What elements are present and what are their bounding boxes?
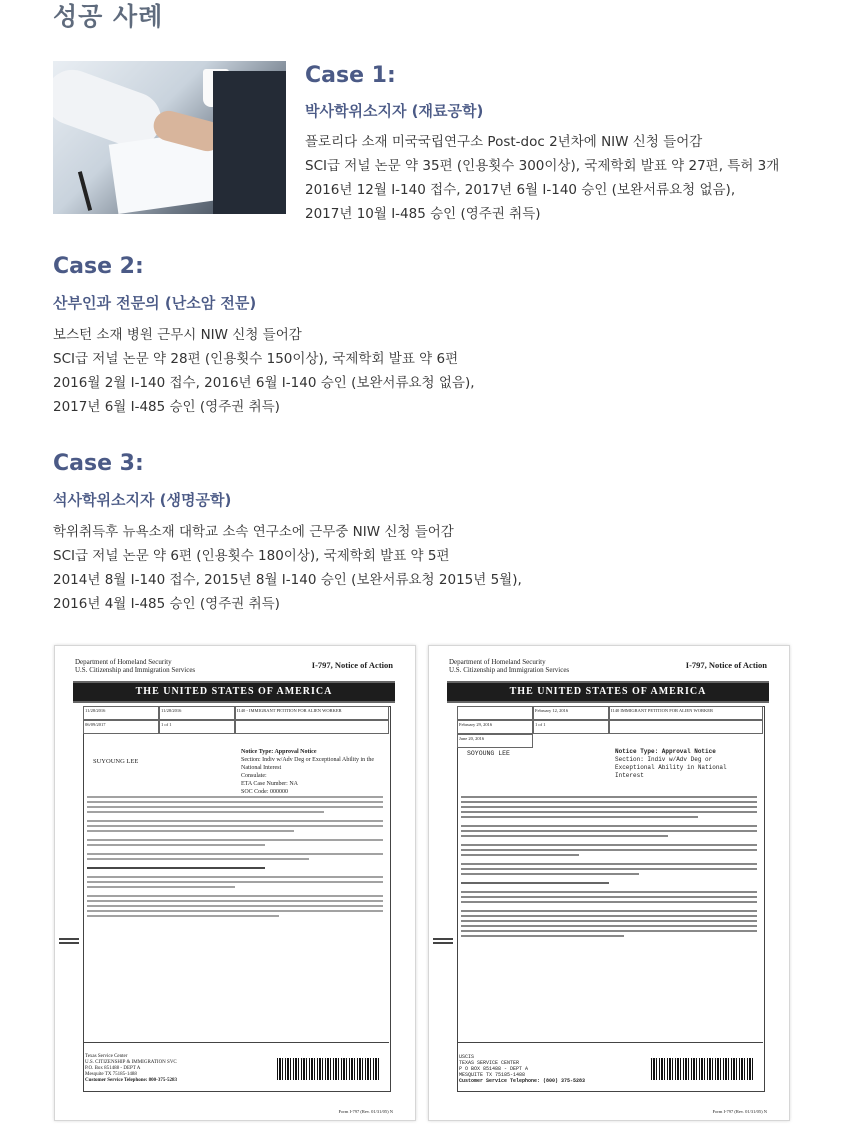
form-number: Form I-797 (Rev. 01/31/05) N <box>338 1109 393 1114</box>
case-type-cell: I140 - IMMIGRANT PETITION FOR ALIEN WORKER <box>235 706 389 720</box>
notice-footer-rule <box>83 1042 389 1043</box>
beneficiary-cell <box>235 720 389 734</box>
case-line: 2016년 4월 I-485 승인 (영주권 취득) <box>53 596 280 612</box>
case-heading: Case 2: <box>53 254 144 279</box>
case-line: 2016월 2월 I-140 접수, 2016년 6월 I-140 승인 (보완서류요청 없음), <box>53 375 475 391</box>
beneficiary-name: SOYOUNG LEE <box>467 750 510 757</box>
handshake-photo <box>53 61 286 214</box>
notice-type-block: Notice Type: Approval Notice Section: Indiv w/Adv Deg or Exceptional Ability in National Interest <box>615 748 727 779</box>
case-line: 학위취득후 뉴욕소재 대학교 소속 연구소에 근무중 NIW 신청 들어감 <box>53 524 454 540</box>
notice-title: I-797, Notice of Action <box>685 660 767 670</box>
case-subtitle: 박사학위소지자 (재료공학) <box>305 102 484 120</box>
case-subtitle: 산부인과 전문의 (난소암 전문) <box>53 294 257 312</box>
case-line: 플로리다 소재 미국국립연구소 Post-doc 2년차에 NIW 신청 들어감 <box>305 134 703 150</box>
received-date-cell: February 29, 2016 <box>457 720 533 734</box>
case-line: 2017년 6월 I-485 승인 (영주권 취득) <box>53 399 280 415</box>
notice-banner: THE UNITED STATES OF AMERICA <box>73 681 395 703</box>
received-date-cell: 11/28/2016 <box>83 706 159 720</box>
notice-banner: THE UNITED STATES OF AMERICA <box>447 681 769 703</box>
dept-name: Department of Homeland Security <box>75 658 172 666</box>
scan-mark <box>433 942 453 944</box>
priority-date-cell: February 12, 2016 <box>533 706 609 720</box>
beneficiary-cell <box>609 720 763 734</box>
receipt-number-cell <box>457 706 533 720</box>
case-3 <box>53 450 522 616</box>
dept-name: Department of Homeland Security <box>449 658 546 666</box>
page-cell: 1 of 1 <box>533 720 609 734</box>
notice-dept <box>449 658 569 674</box>
approval-notice-scan-2 <box>428 645 790 1121</box>
agency-name: U.S. Citizenship and Immigration Services <box>75 666 196 674</box>
form-number: Form I-797 (Rev. 01/31/05) N <box>712 1109 767 1114</box>
service-center-address: Texas Service Center U.S. CITIZENSHIP & IMMIGRATION SVC P.O. Box 851488 - DEPT A Mesquite TX 75185-1488 Customer Service Telephone: 800-375-5283 <box>85 1054 177 1083</box>
scan-mark <box>59 938 79 940</box>
notice-type-block: Notice Type: Approval Notice Section: Indiv w/Adv Deg or Exceptional Ability in the National Interest Consulate: ETA Case Number: NA SOC Code: 000000 <box>241 749 374 795</box>
service-center-address: USCIS TEXAS SERVICE CENTER P O BOX 851488 - DEPT A MESQUITE TX 75185-1488 Customer Service Telephone: (800) 375-5283 <box>459 1054 586 1084</box>
notice-title: I-797, Notice of Action <box>311 660 393 670</box>
case-heading: Case 1: <box>305 63 396 88</box>
notice-dept <box>75 658 195 674</box>
case-line: SCI급 저널 논문 약 28편 (인용횟수 150이상), 국제학회 발표 약 6편 <box>53 351 459 367</box>
beneficiary-name: SUYOUNG LEE <box>93 758 139 765</box>
case-line: 보스턴 소재 병원 근무시 NIW 신청 들어감 <box>53 327 302 343</box>
notice-date-cell: June 20, 2016 <box>457 734 533 748</box>
notice-date-cell: 06/09/2017 <box>83 720 159 734</box>
case-line: 2017년 10월 I-485 승인 (영주권 취득) <box>305 206 541 222</box>
case-line: SCI급 저널 논문 약 6편 (인용횟수 180이상), 국제학회 발표 약 5편 <box>53 548 450 564</box>
barcode <box>277 1058 381 1080</box>
page-cell: 1 of 1 <box>159 720 235 734</box>
case-line: 2016년 12월 I-140 접수, 2017년 6월 I-140 승인 (보완서류요청 없음), <box>305 182 736 198</box>
notice-header-grid <box>83 706 389 748</box>
case-1 <box>305 62 779 226</box>
notice-body-text <box>461 796 757 940</box>
case-subtitle: 석사학위소지자 (생명공학) <box>53 491 232 509</box>
case-heading: Case 3: <box>53 451 144 476</box>
case-line: SCI급 저널 논문 약 35편 (인용횟수 300이상), 국제학회 발표 약 27편, 특허 3개 <box>305 158 780 174</box>
notice-footer-rule <box>457 1042 763 1043</box>
scan-mark <box>433 938 453 940</box>
case-2 <box>53 253 475 419</box>
approval-notice-scan-1 <box>54 645 416 1121</box>
scan-mark <box>59 942 79 944</box>
section-title: 성공 사례 <box>53 2 164 31</box>
case-type-cell: I140 IMMIGRANT PETITION FOR ALIEN WORKER <box>609 706 763 720</box>
notice-header-grid <box>457 706 763 748</box>
agency-name: U.S. Citizenship and Immigration Services <box>449 666 570 674</box>
priority-date-cell: 11/28/2016 <box>159 706 235 720</box>
case-line: 2014년 8월 I-140 접수, 2015년 8월 I-140 승인 (보완서류요청 2015년 5월), <box>53 572 522 588</box>
notice-body-text <box>87 796 383 920</box>
barcode <box>651 1058 755 1080</box>
